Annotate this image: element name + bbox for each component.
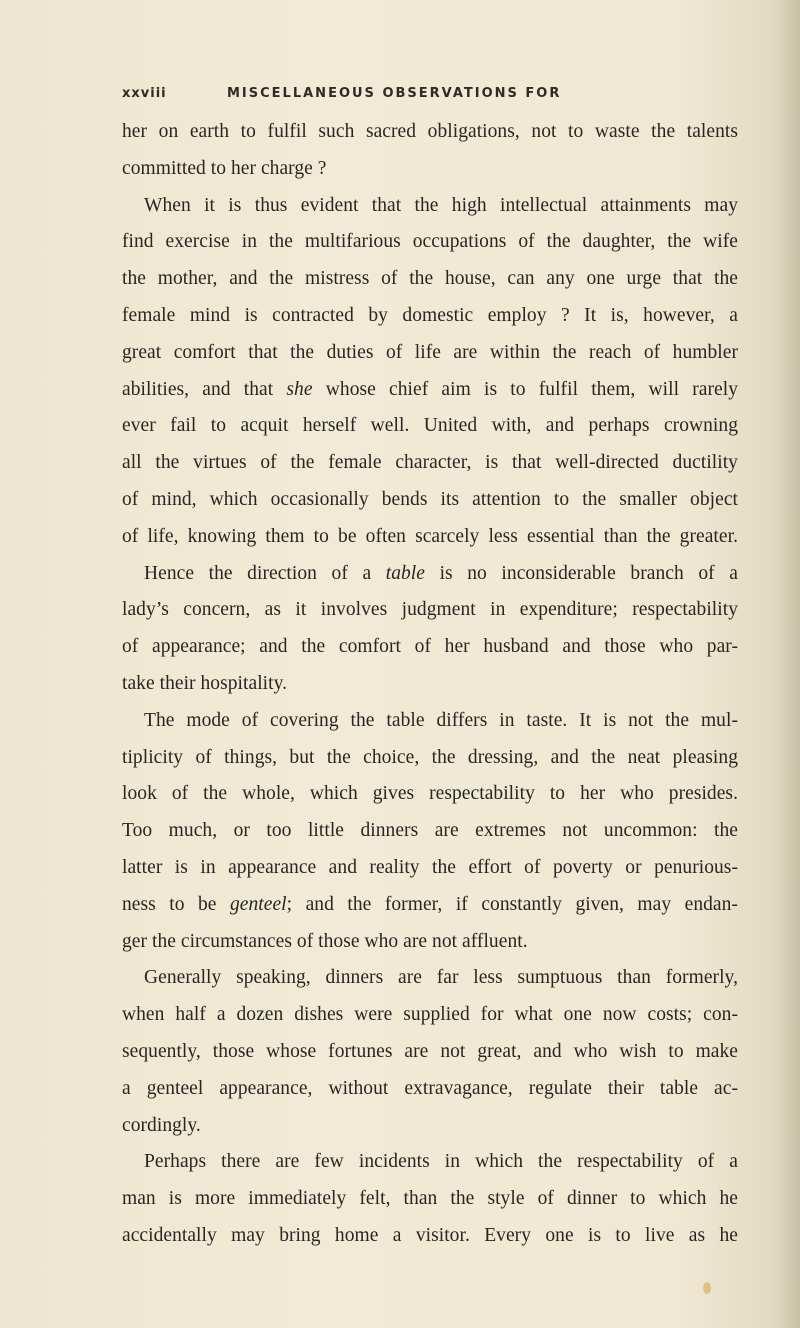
text-line: find exercise in the multifarious occupations of the daughter, the wife (122, 231, 738, 253)
text-line: ever fail to acquit herself well. United with, and perhaps crowning (122, 415, 738, 437)
text-line: when half a dozen dishes were supplied for what one now costs; con- (122, 1004, 738, 1026)
text-line: of appearance; and the comfort of her husband and those who par- (122, 636, 738, 658)
page-header (122, 86, 642, 110)
text-run: is no inconsiderable branch of a (424, 562, 738, 584)
text-line: of life, knowing them to be often scarcely less essential than the greater. (122, 525, 738, 547)
body-text (122, 114, 738, 1255)
text-line: cordingly. (122, 1114, 201, 1136)
text-line: sequently, those whose fortunes are not great, and who wish to make (122, 1040, 738, 1062)
text-line: Too much, or too little dinners are extremes not uncommon: the (122, 820, 738, 842)
text-line: ger the circumstances of those who are not affluent. (122, 930, 528, 952)
text-line: great comfort that the duties of life are within the reach of humbler (122, 341, 738, 363)
text-line: tiplicity of things, but the choice, the dressing, and the neat pleasing (122, 746, 738, 768)
text-line (122, 556, 738, 593)
text-line: committed to her charge ? (122, 157, 327, 179)
text-line: lady’s concern, as it involves judgment in expenditure; respectability (122, 599, 738, 621)
text-run: abilities, and that (122, 378, 287, 400)
text-line: a genteel appearance, without extravagance, regulate their table ac- (122, 1077, 738, 1099)
text-run: whose chief aim is to fulfil them, will rarely (312, 378, 739, 400)
paper-stain-speck (703, 1282, 711, 1294)
text-line: all the virtues of the female character, is that well-directed ductility (122, 452, 738, 474)
text-line: When it is thus evident that the high intellectual attainments may (144, 194, 738, 216)
text-line: look of the whole, which gives respectability to her who presides. (122, 783, 738, 805)
italic-word: genteel (230, 893, 287, 915)
text-line: man is more immediately felt, than the style of dinner to which he (122, 1188, 738, 1210)
text-line: her on earth to fulfil such sacred obligations, not to waste the talents (122, 121, 738, 142)
text-run: Hence the direction of a (144, 562, 386, 584)
text-line: take their hospitality. (122, 672, 288, 694)
italic-word: she (286, 378, 313, 400)
text-line: latter is in appearance and reality the effort of poverty or penurious- (122, 856, 738, 878)
text-line: the mother, and the mistress of the house, can any one urge that the (122, 268, 738, 290)
text-line: accidentally may bring home a visitor. Every one is to live as he (122, 1224, 738, 1246)
text-line (122, 887, 738, 924)
running-title: MISCELLANEOUS OBSERVATIONS FOR (227, 86, 562, 101)
text-line: The mode of covering the table differs in taste. It is not the mul- (144, 709, 738, 731)
page-edge-shadow (774, 0, 800, 1328)
italic-word: table (385, 562, 425, 584)
text-line: of mind, which occasionally bends its attention to the smaller object (122, 488, 738, 510)
page-number: xxviii (122, 86, 167, 101)
text-line: Perhaps there are few incidents in which the respectability of a (144, 1151, 738, 1173)
text-line: Generally speaking, dinners are far less sumptuous than formerly, (144, 967, 738, 989)
text-line: female mind is contracted by domestic employ ? It is, however, a (122, 304, 738, 326)
text-run: ness to be (122, 893, 230, 915)
text-run: ; and the former, if constantly given, may endan- (286, 893, 738, 915)
text-line (122, 372, 738, 409)
